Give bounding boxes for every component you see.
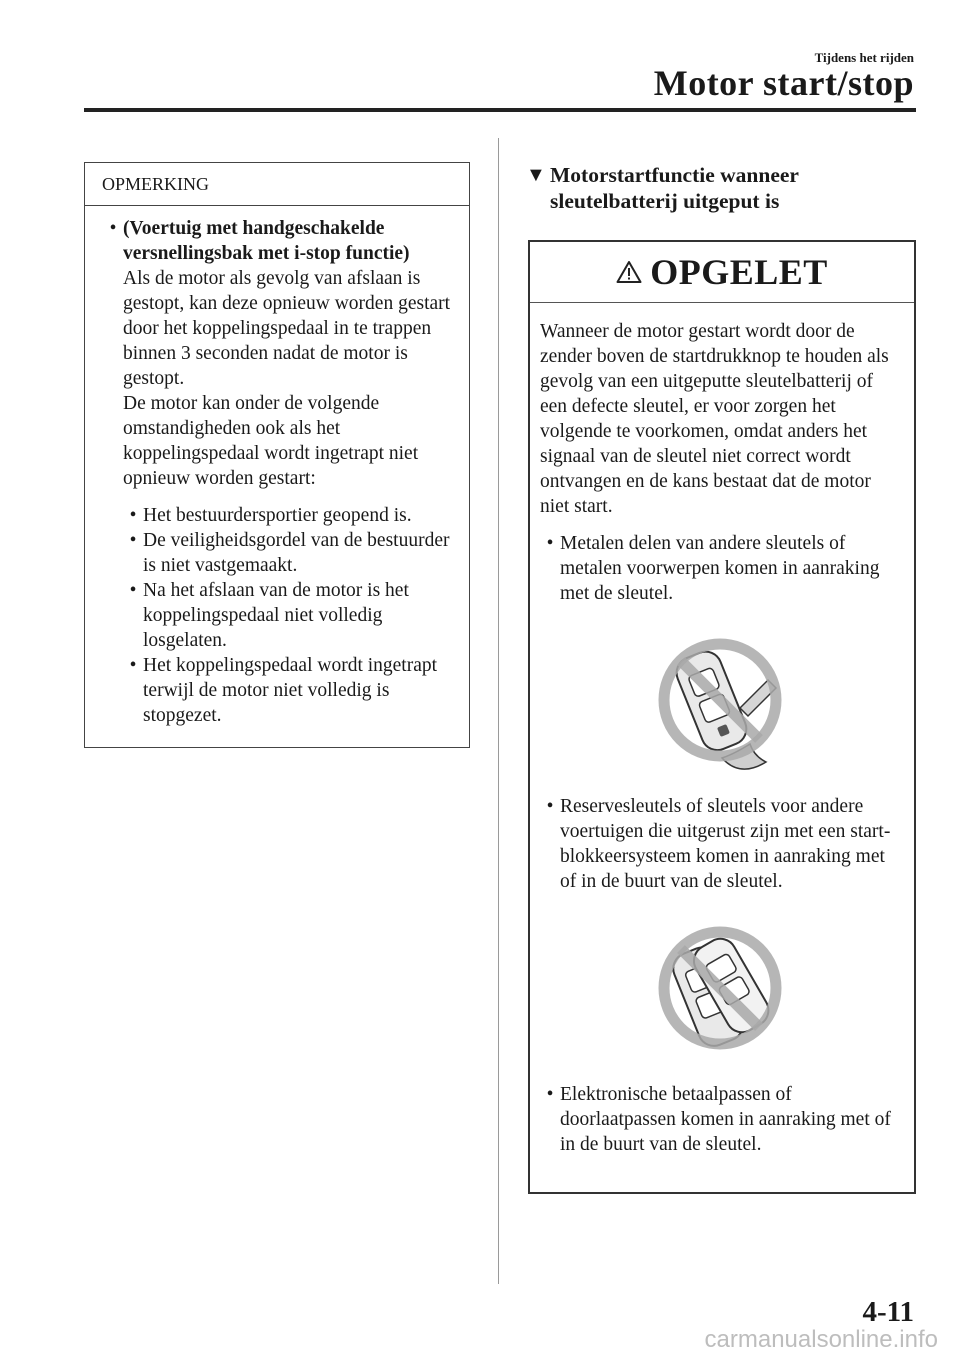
caution-list [540, 531, 902, 1157]
key-with-metal-prohibited-icon [656, 634, 786, 776]
list-item [123, 503, 457, 528]
list-item [123, 653, 457, 728]
bullet-icon: • [109, 218, 117, 239]
note-paragraph: Als de motor als gevolg van afslaan is gestopt, kan deze opnieuw worden gestart door het koppelingspedaal in te trappen binnen 3 seconden nadat de motor is gestopt. [123, 268, 451, 389]
prohibited-metal-key-illustration [540, 634, 902, 776]
prohibited-second-key-illustration [540, 922, 902, 1064]
caution-header [530, 242, 914, 303]
page-title: Motor start/stop [653, 63, 914, 103]
header-rule [84, 108, 916, 112]
caution-body [530, 303, 914, 1157]
bullet-icon: • [546, 533, 554, 554]
note-title: OPMERKING [85, 163, 469, 206]
list-item [540, 1082, 902, 1157]
list-item-text: Het koppelingspedaal wordt ingetrapt terwijl de motor niet volledig is stopgezet. [143, 655, 438, 726]
watermark: carmanualsonline.info [704, 1326, 938, 1353]
list-item [123, 528, 457, 578]
caution-box [528, 240, 916, 1194]
list-item [540, 794, 902, 894]
page-number: 4-11 [862, 1296, 914, 1328]
list-item-text: De veiligheidsgordel van de bestuurder is niet vastgemaakt. [143, 530, 450, 576]
section-label: Tijdens het rijden [814, 50, 914, 65]
note-bullet [103, 216, 457, 728]
list-item-text: Reservesleutels of sleutels voor andere voertuigen die uitgerust zijn met een start-blokkeersysteem komen in aanraking met of in de buurt van de sleutel. [560, 796, 891, 892]
bullet-icon: • [546, 1084, 554, 1105]
list-item [123, 578, 457, 653]
list-item [540, 531, 902, 606]
caution-title: OPGELET [650, 252, 828, 292]
list-item-text: Elektronische betaalpassen of doorlaatpassen komen in aanraking met of in de buurt van de sleutel. [560, 1084, 891, 1155]
warning-triangle-icon [616, 260, 642, 284]
bullet-icon: • [129, 530, 137, 551]
triangle-marker-icon: ▼ [526, 164, 546, 186]
bullet-icon: • [129, 505, 137, 526]
bullet-icon: • [129, 580, 137, 601]
column-divider [498, 138, 499, 1284]
note-heading: (Voertuig met handgeschakelde versnellingsbak met i-stop functie) [123, 218, 410, 264]
list-item-text: Het bestuurdersportier geopend is. [143, 505, 412, 526]
key-with-second-key-prohibited-icon [656, 922, 786, 1064]
note-condition-list [123, 503, 457, 728]
section-heading [526, 162, 916, 214]
caution-intro: Wanneer de motor gestart wordt door de zender boven de startdrukknop te houden als gevolg van een uitgeputte sleutelbatterij of een defecte sleutel, er voor zorgen het volgende te voorkomen, omdat anders het signaal van de sleutel niet correct wordt ontvangen en de kans bestaat dat de motor niet start. [540, 321, 889, 517]
note-bullet-content [123, 216, 457, 728]
note-box [84, 162, 470, 748]
list-item-text: Na het afslaan van de motor is het koppelingspedaal niet volledig losgelaten. [143, 580, 409, 651]
section-heading-text: Motorstartfunctie wanneer sleutelbatterij uitgeput is [550, 163, 799, 213]
note-body [85, 206, 469, 728]
list-item-text: Metalen delen van andere sleutels of metalen voorwerpen komen in aanraking met de sleutel. [560, 533, 880, 604]
bullet-icon: • [129, 655, 137, 676]
bullet-icon: • [546, 796, 554, 817]
note-paragraph: De motor kan onder de volgende omstandigheden ook als het koppelingspedaal wordt ingetrapt niet opnieuw worden gestart: [123, 393, 419, 489]
